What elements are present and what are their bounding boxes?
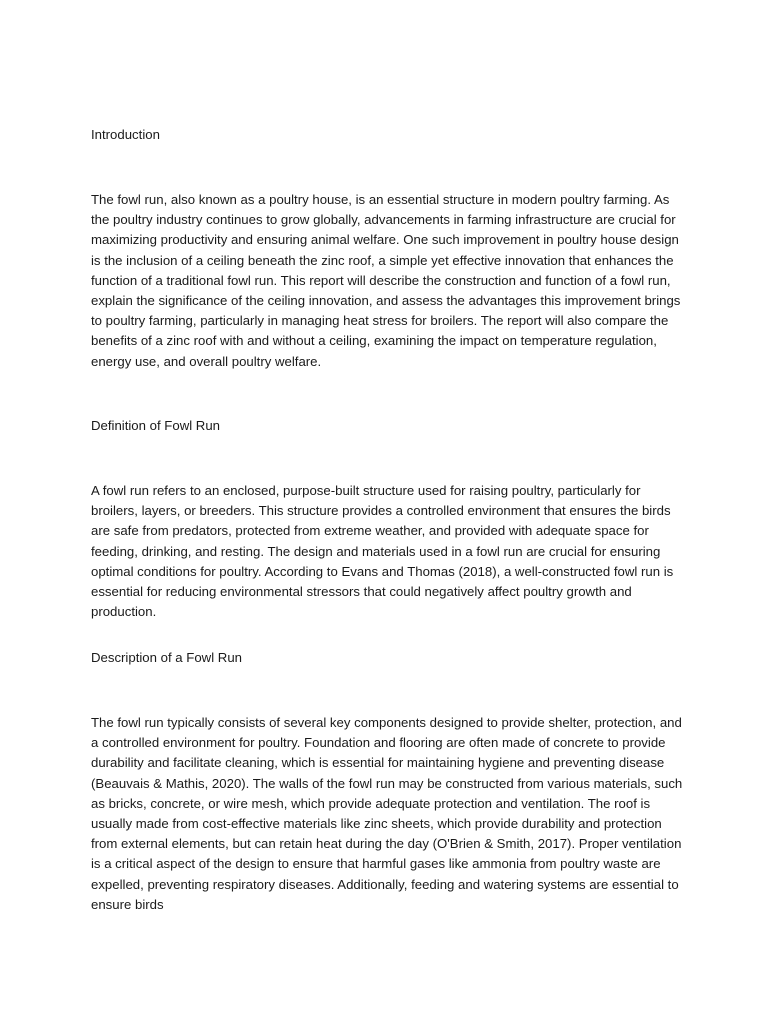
paragraph-definition-of-fowl-run: A fowl run refers to an enclosed, purpose-built structure used for raising poultry, particularly for broilers, layers, or breeders. This structure provides a controlled environment that ensures the birds are safe from predators, protected from extreme weather, and provided with adequate space for feeding, drinking, and resting. The design and materials used in a fowl run are crucial for ensuring optimal conditions for poultry. According to Evans and Thomas (2018), a well-constructed fowl run is essential for reducing environmental stressors that could negatively affect poultry growth and production. — [91, 483, 674, 620]
heading-definition-of-fowl-run: Definition of Fowl Run — [91, 418, 221, 433]
heading-introduction: Introduction — [91, 127, 160, 142]
paragraph-description-of-fowl-run: The fowl run typically consists of several key components designed to provide shelter, protection, and a controlled environment for poultry. Foundation and flooring are often made of concrete to provide durability and facilitate cleaning, which is essential for maintaining hygiene and preventing disease (Beauvais & Mathis, 2020). The walls of the fowl run may be constructed from various materials, such as bricks, concrete, or wire mesh, which provide adequate protection and ventilation. The roof is usually made from cost-effective materials like zinc sheets, which provide durability and protection from external elements, but can retain heat during the day (O'Brien & Smith, 2017). Proper ventilation is a critical aspect of the design to ensure that harmful gases like ammonia from poultry waste are expelled, preventing respiratory diseases. Additionally, feeding and watering systems are essential to ensure birds — [91, 715, 683, 912]
heading-description-of-fowl-run: Description of a Fowl Run — [91, 650, 242, 665]
paragraph-introduction: The fowl run, also known as a poultry house, is an essential structure in modern poultry farming. As the poultry industry continues to grow globally, advancements in farming infrastructure are crucial for maximizing productivity and ensuring animal welfare. One such improvement in poultry house design is the inclusion of a ceiling beneath the zinc roof, a simple yet effective innovation that enhances the function of a traditional fowl run. This report will describe the construction and function of a fowl run, explain the significance of the ceiling innovation, and assess the advantages this improvement brings to poultry farming, particularly in managing heat stress for broilers. The report will also compare the benefits of a zinc roof with and without a ceiling, examining the impact on temperature regulation, energy use, and overall poultry welfare. — [91, 192, 681, 369]
